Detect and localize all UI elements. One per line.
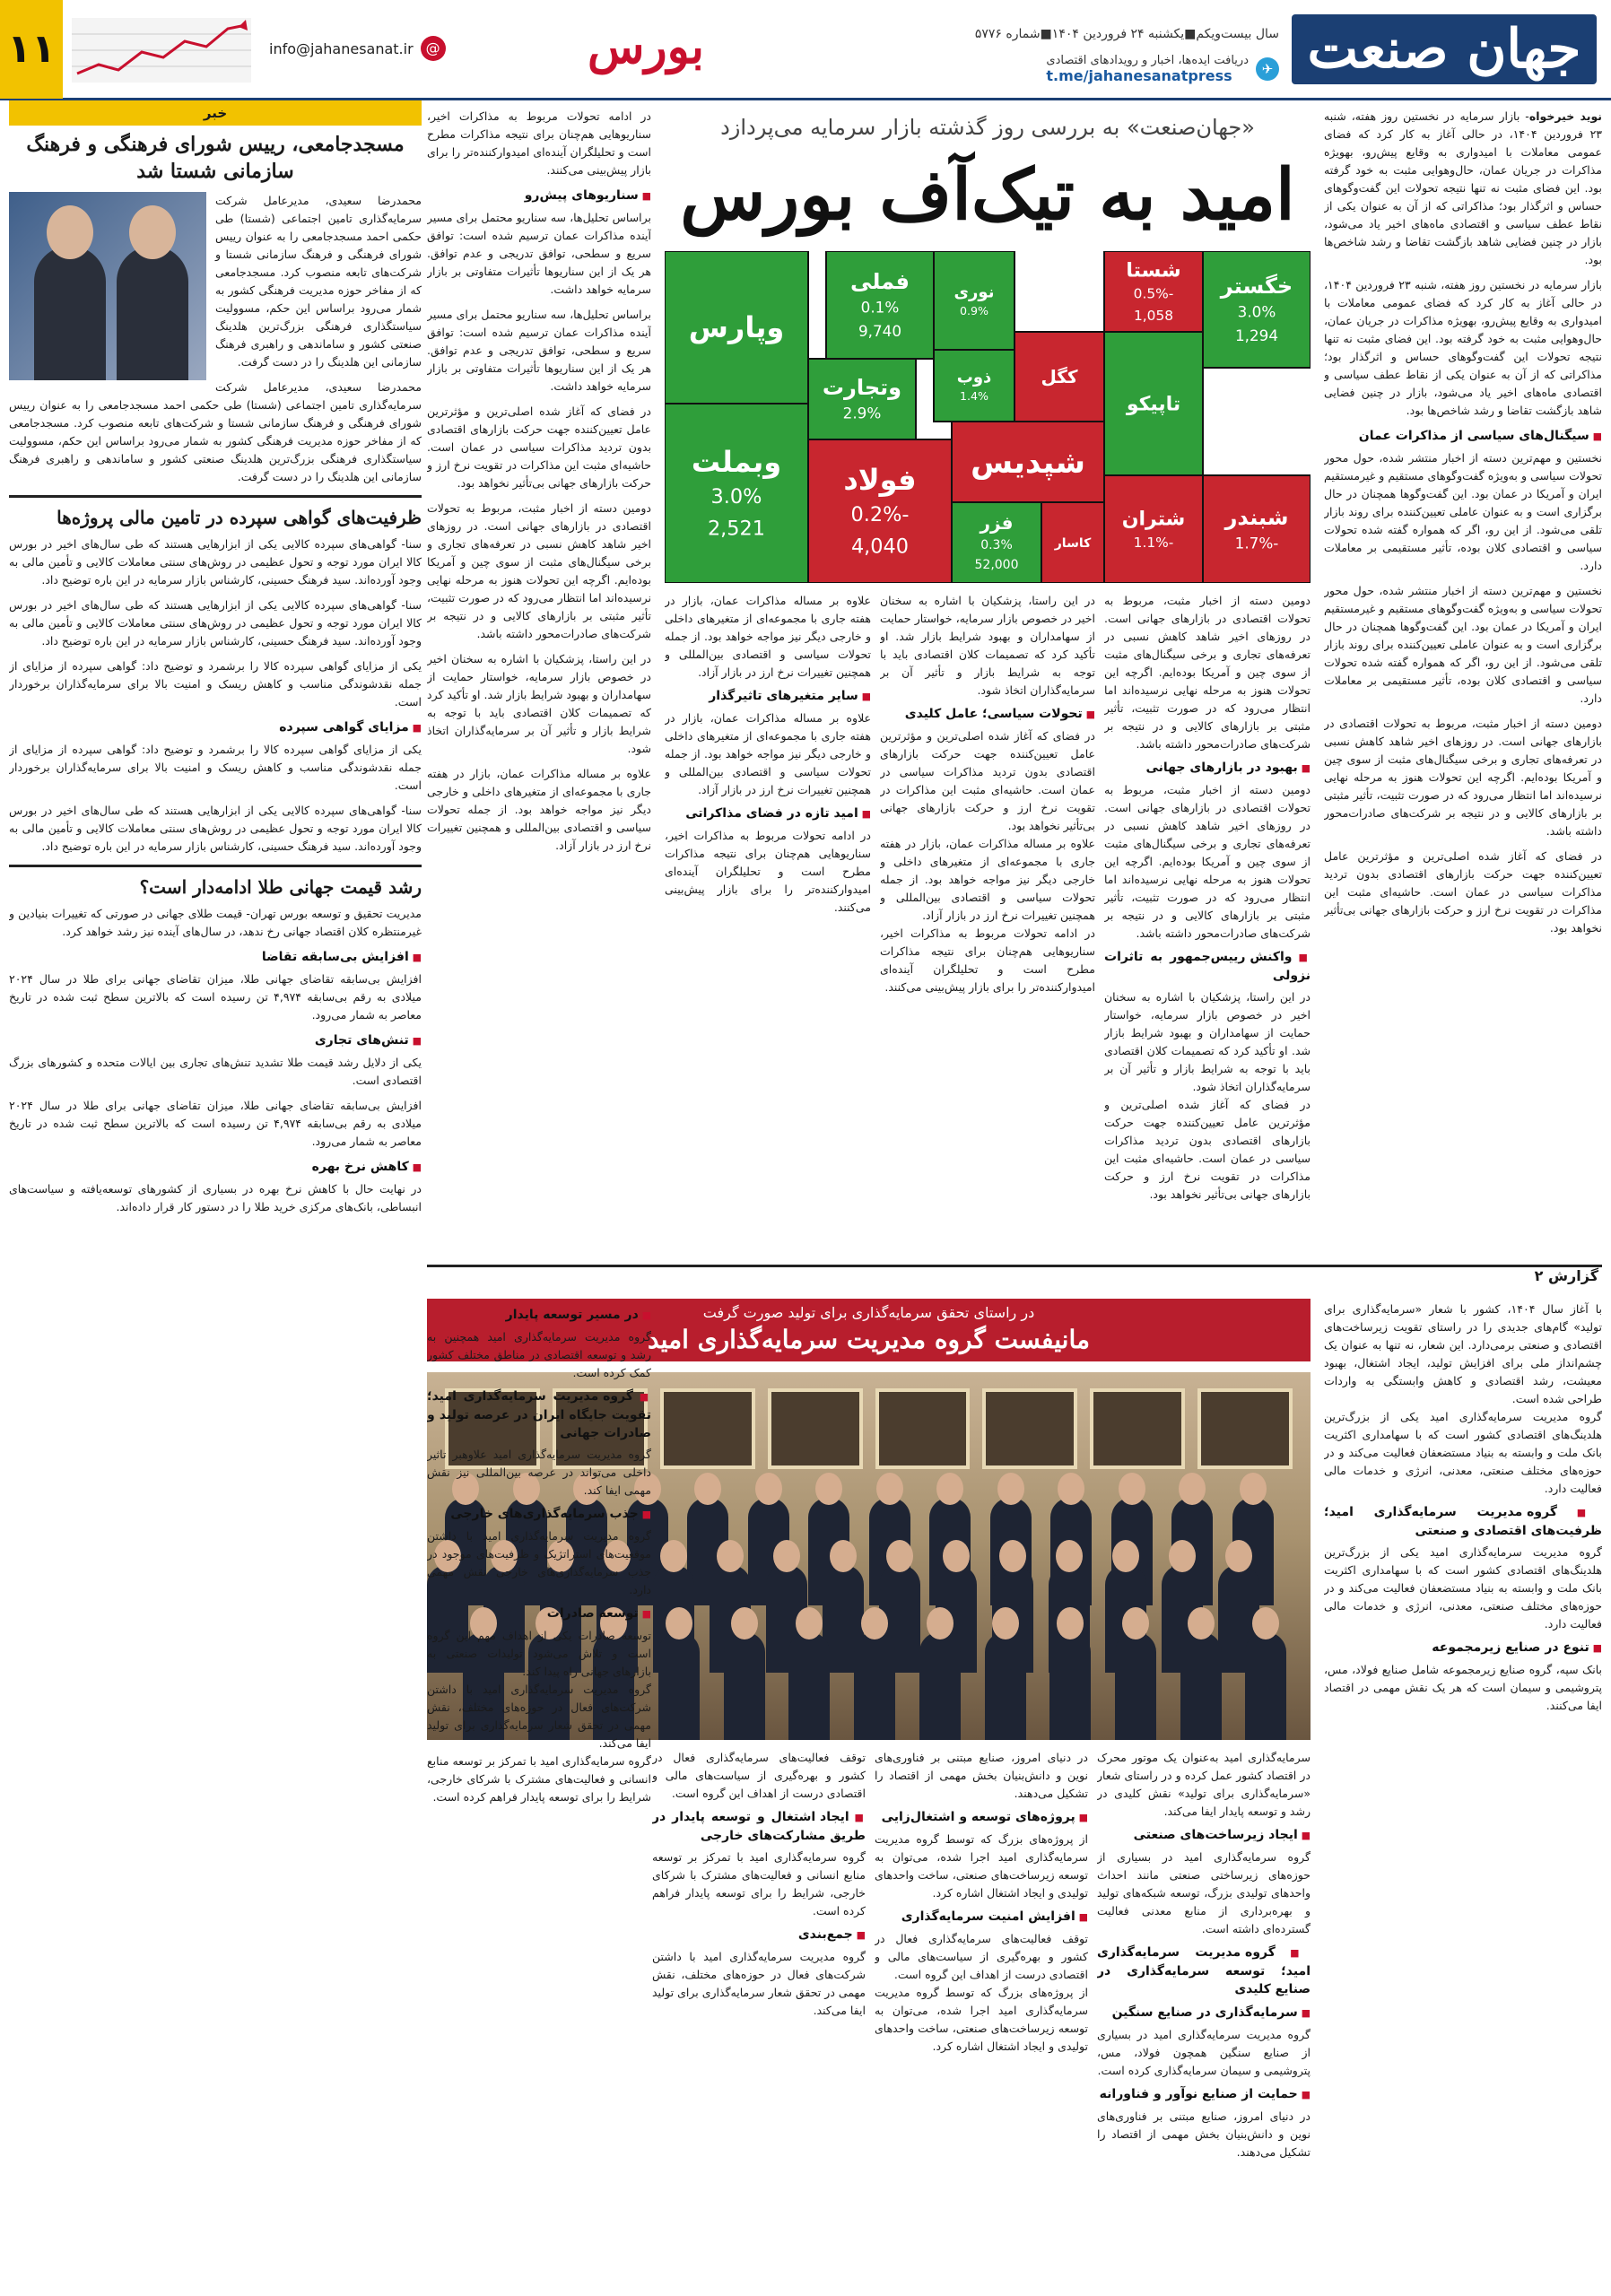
report-column-2 [875,1749,1088,2287]
person-head [999,1540,1026,1572]
article-column-1 [1104,592,1311,1238]
heatmap-label: کگل [1041,366,1078,387]
heatmap-label: خگستر [1220,274,1293,299]
heatmap-label: نوری [954,283,995,302]
heatmap-label: 0.3% [980,538,1013,552]
person-head [717,1540,744,1572]
paragraph: براساس تحلیل‌ها، سه سناریو محتمل برای مسیر آینده مذاکرات عمان ترسیم شده است: توافق سریع و سطحی، توافق تدریجی و عدم توافق. هر یک از این سناریوها تأثیرات متفاوتی بر بازار سرمایه خواهد داشت. [427,211,651,296]
paragraph: سنا- گواهی‌های سپرده کالایی یکی از ابزارهایی هستند که طی سال‌های اخیر در بورس کالا ایران مورد توجه و تحول عظیمی در روش‌های سنتی معاملات کالایی و تأمین مالی به وجود آورده‌اند. سید فرهنگ حسینی، کارشناس بازار سرمایه در این باره توضیح داد. [9,598,422,648]
paragraph: محمدرضا سعیدی، مدیرعامل شرکت سرمایه‌گذاری تامین اجتماعی (شستا) طی حکمی احمد مسجدجامعی را به عنوان رییس شورای فرهنگی و فرهنگ سازمانی شستا و شرکت‌های تابعه منصوب کرد. مسجدجامعی که از مفاخر حوزه مدیریت فرهنگی کشور به شمار می‌رود براساس این حکم، مسوولیت سیاستگذاری فرهنگی بزرگ‌ترین هلدینگ صنعتی کشور و ساماندهی و راهبری فرهنگ سازمانی این هلدینگ را در دست گرفت. [9,380,422,483]
heatmap-tile [808,439,952,583]
person-figure [117,246,188,380]
paragraph: دومین دسته از اخبار مثبت، مربوط به تحولات اقتصادی در بازارهای جهانی است. در روزهای اخیر شاهد کاهش نسبی در تعرفه‌های تجاری و برخی سیگنال‌های مثبت از سوی چین و آمریکا بوده‌ایم. اگرچه این تحولات هنوز به مرحله نهایی نرسیده‌اند اما انتظار می‌رود که در صورت تثبیت، تأثیر مثبتی بر بازارهای کالایی و در نتیجه بر شرکت‌های صادرات‌محور داشته باشد. [1104,594,1311,751]
person-figure [788,1632,830,1740]
subhead: ■ سرمایه‌گذاری در صنایع سنگین [1097,2004,1311,2022]
subhead: ■ پروژه‌های توسعه و اشتغال‌زایی [875,1808,1088,1827]
news-title: مسجدجامعی، رییس شورای فرهنگی و فرهنگ سازمانی شستا شد [26,133,405,183]
subhead: ■ مزایای گواهی سپرده [9,718,422,737]
person-head [927,1607,954,1639]
subhead: ■ افزایش امنیت سرمایه‌گذاری [875,1908,1088,1926]
news-column [9,100,422,2289]
person-figure [658,1632,700,1740]
news-photo [9,192,206,380]
person-head [755,1473,782,1505]
paragraph: در فضای که آغاز شده اصلی‌ترین و مؤثرترین عامل تعیین‌کننده جهت حرکت بازارهای اقتصادی بدون تردید مذاکرات سیاسی در عمان است. حاشیه‌ای مثبت این مذاکرات در تقویت نرخ ارز و حرکت بازارهای جهانی بی‌تأثیر نخواهد بود. [880,729,1095,832]
heatmap-tile [665,251,808,404]
article-column-4 [427,108,651,1256]
heatmap-label: فولاد [843,463,917,497]
report-column-1 [1097,1749,1311,2287]
paragraph: در دنیای امروز، صنایع مبتنی بر فناوری‌های نوین و دانش‌بنیان بخش مهمی از اقتصاد را تشکیل می‌دهند. [875,1751,1088,1800]
heatmap-label: 4,040 [850,535,910,559]
issue-line: سال بیست‌ویکم■یکشنبه ۲۴ فروردین ۱۴۰۴■شماره ۵۷۷۶ [974,27,1279,41]
paragraph: علاوه بر مساله مذاکرات عمان، بازار در هفته جاری با مجموعه‌ای از متغیرهای داخلی و خارجی دیگر نیز مواجه خواهد بود. از جمله تحولات سیاسی و اقتصادی بین‌المللی و همچنین تغییرات نرخ ارز در بازار آزاد. [665,711,871,796]
heatmap-label: 0.9% [960,304,988,318]
telegram-promo[interactable] [1046,54,1279,84]
paragraph: افزایش بی‌سابقه تقاضای جهانی طلا، میزان تقاضای جهانی برای طلا در سال ۲۰۲۴ میلادی به رقم بی‌سابقه ۴,۹۷۴ تن رسیده است که بالاترین سطح ثبت شده در تاریخ معاصر به شمار می‌رود. [9,1099,422,1148]
paragraph: در فضای که آغاز شده اصلی‌ترین و مؤثرترین عامل تعیین‌کننده جهت حرکت بازارهای اقتصادی بدون تردید مذاکرات سیاسی در عمان است. حاشیه‌ای مثبت این مذاکرات در تقویت نرخ ارز و حرکت بازارهای جهانی بی‌تأثیر نخواهد بود. [427,404,651,490]
subhead: ■ ایجاد زیرساخت‌های صنعتی [1097,1826,1311,1845]
heatmap-label: وبملت [691,445,782,479]
paragraph: براساس تحلیل‌ها، سه سناریو محتمل برای مسیر آینده مذاکرات عمان ترسیم شده است: توافق سریع و سطحی، توافق تدریجی و عدم توافق. هر یک از این سناریوها تأثیرات متفاوتی بر بازار سرمایه خواهد داشت. [427,308,651,393]
subhead: ■ سایر متغیرهای تاثیرگذار [665,687,871,706]
heatmap-label: 2.9% [842,404,882,422]
heatmap-label: 52,000 [974,558,1019,572]
divider [9,495,422,498]
person-head [1112,1540,1139,1572]
paragraph: یکی از دلایل رشد قیمت طلا تشدید تنش‌های تجاری بین ایالات متحده و کشورهای بزرگ اقتصادی است. [9,1056,422,1087]
paragraph: افزایش بی‌سابقه تقاضای جهانی طلا، میزان تقاضای جهانی برای طلا در سال ۲۰۲۴ میلادی به رقم بی‌سابقه ۴,۹۷۴ تن رسیده است که بالاترین سطح ثبت شده در تاریخ معاصر به شمار می‌رود. [9,972,422,1022]
person-head [666,1607,692,1639]
paragraph: از پروژه‌های بزرگ که توسط گروه مدیریت سرمایه‌گذاری امید اجرا شده، می‌توان به توسعه زیرساخت‌های صنعتی، ساخت واحدهای تولیدی و ایجاد اشتغال اشاره کرد. [875,1986,1088,2053]
report-side-column [1324,1300,1602,2287]
paragraph: یکی از مزایای گواهی سپرده کالا را برشمرد و توضیح داد: گواهی سپرده از مزایای از جمله نقدشوندگی مناسب و کاهش ریسک و امنیت بالا برای سرمایه‌گذاران برخوردار است. [9,743,422,792]
heatmap-label: شبندر [1224,505,1289,531]
paragraph: محمدرضا سعیدی، مدیرعامل شرکت سرمایه‌گذاری تامین اجتماعی (شستا) طی حکمی احمد مسجدجامعی را به عنوان رییس شورای فرهنگی و فرهنگ سازمانی شستا و شرکت‌های تابعه منصوب کرد. مسجدجامعی که از مفاخر حوزه مدیریت فرهنگی کشور به شمار می‌رود براساس این حکم، مسوولیت سیاستگذاری فرهنگی بزرگ‌ترین هلدینگ صنعتی کشور و ساماندهی و راهبری فرهنگ سازمانی این هلدینگ را در دست گرفت. [215,194,422,369]
person-head [773,1540,800,1572]
heatmap-label: وپارس [688,310,785,345]
news-tag: خبر [9,100,422,126]
paragraph: گروه مدیریت سرمایه‌گذاری امید با داشتن شرکت‌های فعال در حوزه‌های مختلف، نقش مهمی در تحقق شعار سرمایه‌گذاری برای تولید ایفا می‌کند. [427,1683,651,1750]
paragraph: در این راستا، پزشکیان با اشاره به سخنان اخیر در خصوص بازار سرمایه، خواستار حمایت از سهامداران و بهبود شرایط بازار شد. او تأکید کرد که تصمیمات کلان اقتصادی باید با توجه به شرایط بازار و تأثیر آن بر سرمایه‌گذاران اتخاذ شود. [880,594,1095,697]
person-head [694,1473,721,1505]
heatmap-label: تاپیکو [1126,393,1181,416]
heatmap-label: ذوب [956,368,992,387]
paragraph: سرمایه‌گذاری امید به‌عنوان یک موتور محرک در اقتصاد کشور عمل کرده و در راستای شعار «سرمایه‌گذاری برای تولید» نقش کلیدی در رشد و توسعه پایدار ایفا می‌کند. [1097,1751,1311,1818]
section-title: بورس [588,20,704,74]
subhead: ■ تنوع در صنایع زیرمجموعه [1324,1639,1602,1657]
paragraph: علاوه بر مساله مذاکرات عمان، بازار در هفته جاری با مجموعه‌ای از متغیرهای داخلی و خارجی دیگر نیز مواجه خواهد بود. از جمله تحولات سیاسی و اقتصادی بین‌المللی و همچنین تغییرات نرخ ارز در بازار آزاد. [880,837,1095,922]
heatmap-tile [952,502,1041,583]
heatmap-label: 1,294 [1234,326,1279,344]
subhead: ■ واکنش رییس‌جمهور به تاثرات نزولی [1104,948,1311,985]
person-head [1225,1540,1252,1572]
person-head [886,1540,913,1572]
paragraph: در ادامه تحولات مربوط به مذاکرات اخیر، سناریوهایی هم‌چنان برای نتیجه مذاکرات مطرح است و تحلیلگران آینده‌ای امیدوارکننده‌تر را برای بازار پیش‌بینی می‌کنند. [880,926,1095,994]
paragraph: توسعه صادرات یکی از اهداف مهم این گروه است و تلاش می‌شود تولیدات صنعتی به بازارهای جهانی راه پیدا کند. [427,1629,651,1678]
heatmap-label: -0.5% [1133,285,1174,302]
subhead: ■ کاهش نرخ بهره [9,1158,422,1177]
paragraph: در دنیای امروز، صنایع مبتنی بر فناوری‌های نوین و دانش‌بنیان بخش مهمی از اقتصاد را تشکیل می‌دهند. [1097,2109,1311,2159]
person-head [660,1540,687,1572]
heatmap-label: 2,521 [707,517,766,541]
person-figure [724,1632,765,1740]
paragraph: گروه مدیریت سرمایه‌گذاری امید در بسیاری از صنایع سنگین همچون فولاد، مس، پتروشیمی و سیمان سرمایه‌گذاری کرده است. [1097,2028,1311,2077]
subhead: ■ جمع‌بندی [652,1926,866,1944]
person-head [129,205,176,259]
newspaper-logo: جهان صنعت [1292,14,1597,84]
news-title: رشد قیمت جهانی طلا ادامه‌دار است؟ [139,876,422,898]
heatmap-label: 1,058 [1133,307,1174,324]
heatmap-tile [952,422,1104,502]
person-head [731,1607,758,1639]
heatmap-tile [934,251,1014,350]
paragraph: در فضای که آغاز شده اصلی‌ترین و مؤثرترین عامل تعیین‌کننده جهت حرکت بازارهای اقتصادی بدون تردید مذاکرات سیاسی در عمان است. حاشیه‌ای مثبت این مذاکرات در تقویت نرخ ارز و حرکت بازارهای جهانی بی‌تأثیر نخواهد بود. [1104,1098,1311,1201]
paragraph: گروه مدیریت سرمایه‌گذاری امید با داشتن موقعیت‌های استراتژیک و ظرفیت‌های موجود در جذب سرمایه‌گذاری‌های خارجی نقش مهمی دارد. [427,1529,651,1596]
heatmap-label: -1.7% [1234,534,1279,552]
heatmap-label: شتران [1121,508,1186,531]
heatmap-label: کاسار [1054,535,1092,551]
paragraph: دومین دسته از اخبار مثبت، مربوط به تحولات اقتصادی در بازارهای جهانی است. در روزهای اخیر شاهد کاهش نسبی در تعرفه‌های تجاری و برخی سیگنال‌های مثبت از سوی چین و آمریکا بوده‌ایم. اگرچه این تحولات هنوز به مرحله نهایی نرسیده‌اند اما انتظار می‌رود که در صورت تثبیت، تأثیر مثبتی بر بازارهای کالایی و در نتیجه بر شرکت‌های صادرات‌محور داشته باشد. [1324,717,1602,838]
report-kicker: در راستای تحقق سرمایه‌گذاری برای تولید صورت گرفت [702,1304,1035,1321]
telegram-caption: دریافت ایده‌ها، اخبار و رویدادهای اقتصادی [1046,54,1249,67]
byline: نوید خیرخواه [1528,109,1602,123]
lead-paragraph: بازار سرمایه در نخستین روز هفته، شنبه ۲۳ فروردین ۱۴۰۴، در حالی آغاز به کار کرد که فضای عمومی معاملات با امیدواری به وقایع پیش‌رو، بهویژه مذاکرات در جریان عمان، حال‌وهوایی مثبت به خود گرفته بود. این فضای مثبت نه تنها نتیجه تحولات این گفت‌وگوهای حساس و اثرگذار بود؛ مذاکراتی که از آن به عنوان یکی از نقاط عطف سیاسی و اقتصادی ماه‌های اخیر یاد می‌شود، بازار در چنین فضایی شاهد بازگشت تقاضا و رشد شاخص‌ها بود. [1324,109,1602,266]
person-head [815,1473,842,1505]
person-head [1169,1540,1196,1572]
subhead: ■ توسعه صادرات [427,1605,651,1623]
subhead: ■ گروه مدیریت سرمایه‌گذاری امید؛ تقویت جایگاه ایران در عرصه تولید و صادرات جهانی [427,1387,651,1442]
paragraph: گروه سرمایه‌گذاری امید با تمرکز بر توسعه منابع انسانی و فعالیت‌های مشترک با شرکای خارجی، شرایط را برای توسعه پایدار فراهم کرده است. [652,1850,866,1918]
heatmap-tile [1104,332,1203,475]
market-chart-icon [72,18,251,83]
person-figure [1049,1632,1091,1740]
news-title: ظرفیت‌های گواهی سپرده در تامین مالی پروژه‌ها [57,507,422,528]
subhead: ■ گروه مدیریت سرمایه‌گذاری امید؛ ظرفیت‌های اقتصادی و صنعتی [1324,1503,1602,1540]
subhead: ■ حمایت از صنایع نوآور و فناورانه [1097,2085,1311,2104]
paragraph: گروه مدیریت سرمایه‌گذاری امید با داشتن شرکت‌های فعال در حوزه‌های مختلف، نقش مهمی در تحقق شعار سرمایه‌گذاری برای تولید ایفا می‌کند. [652,1950,866,2017]
heatmap-label: فملی [850,269,910,294]
person-head [997,1473,1024,1505]
paragraph: با آغاز سال ۱۴۰۴، کشور با شعار «سرمایه‌گذاری برای تولید» گام‌های جدیدی را در راستای تقویت زیرساخت‌های اقتصادی و صنعتی برمی‌دارد. این شعار، نه تنها به عنوان یک چشم‌انداز ملی برای افزایش تولید، ایجاد اشتغال، بهبود معیشت، رشد اقتصادی و کاهش وابستگی به واردات طراحی شده است. [1324,1302,1602,1405]
paragraph: گروه مدیریت سرمایه‌گذاری امید یکی از بزرگ‌ترین هلدینگ‌های اقتصادی کشور است که با سهامداری اکثریت بانک ملت و وابسته به بنیاد مستضعفان فعالیت می‌کند و در حوزه‌های مختلف صنعتی، معدنی، انرژی و خدمات مالی فعالیت دارد. [1324,1410,1602,1495]
paragraph: در فضای که آغاز شده اصلی‌ترین و مؤثرترین عامل تعیین‌کننده جهت حرکت بازارهای اقتصادی بدون تردید مذاکرات سیاسی در عمان است. حاشیه‌ای مثبت این مذاکرات در تقویت نرخ ارز و حرکت بازارهای جهانی بی‌تأثیر نخواهد بود. [1324,849,1602,935]
report-title: مانیفست گروه مدیریت سرمایه‌گذاری امید [647,1325,1090,1354]
person-head [1188,1607,1215,1639]
person-head [1179,1473,1206,1505]
heatmap-label: 3.0% [1237,302,1276,321]
lead-paragraph-2: بازار سرمایه در نخستین روز هفته، شنبه ۲۳ فروردین ۱۴۰۴، در حالی آغاز به کار کرد که فضای عمومی معاملات با امیدواری به وقایع پیش‌رو، بهویژه مذاکرات در جریان عمان، حال‌وهوایی مثبت به خود گرفته بود. این فضای مثبت نه تنها نتیجه تحولات این گفت‌وگوهای حساس و اثرگذار بود؛ مذاکراتی که از آن به عنوان یکی از نقاط عطف سیاسی و اقتصادی ماه‌های اخیر یاد می‌شود، بازار در چنین فضایی شاهد بازگشت تقاضا و رشد شاخص‌ها بود. [1324,278,1602,417]
paragraph: یکی از مزایای گواهی سپرده کالا را برشمرد و توضیح داد: گواهی سپرده از مزایای از جمله نقدشوندگی مناسب و کاهش ریسک و امنیت بالا برای سرمایه‌گذاران برخوردار است. [9,659,422,709]
heatmap-tile [1203,251,1311,368]
person-figure [919,1632,961,1740]
email-contact[interactable] [269,36,446,61]
heatmap-label: 0.1% [860,298,900,317]
paragraph: مدیریت تحقیق و توسعه بورس تهران- قیمت طلای جهانی در صورتی که تغییرات بنیادین و غیرمنتظره کلان اقتصاد جهانی رخ ندهد، در سال‌های آینده نیز رشد خواهد کرد. [9,907,422,938]
subhead: ■ سناریوهای پیش‌رو [427,187,651,205]
heatmap-tile [808,359,916,439]
heatmap-tile [1203,475,1311,583]
paragraph: در این راستا، پزشکیان با اشاره به سخنان اخیر در خصوص بازار سرمایه، خواستار حمایت از سهامداران و بهبود شرایط بازار شد. او تأکید کرد که تصمیمات کلان اقتصادی باید با توجه به شرایط بازار و تأثیر آن بر سرمایه‌گذاران اتخاذ شود. [427,652,651,755]
paragraph: دومین دسته از اخبار مثبت، مربوط به تحولات اقتصادی در بازارهای جهانی است. در روزهای اخیر شاهد کاهش نسبی در تعرفه‌های تجاری و برخی سیگنال‌های مثبت از سوی چین و آمریکا بوده‌ایم. اگرچه این تحولات هنوز به مرحله نهایی نرسیده‌اند اما انتظار می‌رود که در صورت تثبیت، تأثیر مثبتی بر بازارهای کالایی و در نتیجه بر شرکت‌های صادرات‌محور داشته باشد. [427,501,651,640]
person-head [936,1473,963,1505]
heatmap-label: شستا [1126,259,1181,283]
heatmap-tile [1014,332,1104,422]
paragraph: در ادامه تحولات مربوط به مذاکرات اخیر، سناریوهایی هم‌چنان برای نتیجه مذاکرات مطرح است و تحلیلگران آینده‌ای امیدوارکننده‌تر را برای بازار پیش‌بینی می‌کنند. [427,109,651,177]
telegram-link[interactable]: t.me/jahanesanatpress [1046,67,1232,84]
heatmap-label: شپدیس [971,444,1085,481]
masthead [0,0,1611,100]
lead-kicker: «جهان‌صنعت» به بررسی روز گذشته بازار سرمایه می‌پردازد [720,115,1255,140]
heatmap-label: 1.4% [960,389,988,404]
heatmap-label: -1.1% [1133,534,1174,551]
at-icon: @ [421,36,446,61]
heatmap-tile [826,251,934,359]
subhead: ■ ایجاد اشتغال و توسعه پایدار در طریق مشارکت‌های خارجی [652,1808,866,1845]
paragraph: در این راستا، پزشکیان با اشاره به سخنان اخیر در خصوص بازار سرمایه، خواستار حمایت از سهامداران و بهبود شرایط بازار شد. او تأکید کرد که تصمیمات کلان اقتصادی باید با توجه به شرایط بازار و تأثیر آن بر سرمایه‌گذاران اتخاذ شود. [1104,990,1311,1093]
paragraph: سنا- گواهی‌های سپرده کالایی یکی از ابزارهایی هستند که طی سال‌های اخیر در بورس کالا ایران مورد توجه و تحول عظیمی در روش‌های سنتی معاملات کالایی و تأمین مالی به وجود آورده‌اند. سید فرهنگ حسینی، کارشناس بازار سرمایه در این باره توضیح داد. [9,537,422,587]
subhead: ■ امید تازه در فضای مذاکراتی [665,804,871,823]
paragraph: از پروژه‌های بزرگ که توسط گروه مدیریت سرمایه‌گذاری امید اجرا شده، می‌توان به توسعه زیرساخت‌های صنعتی، ساخت واحدهای تولیدی و ایجاد اشتغال اشاره کرد. [875,1832,1088,1900]
heatmap-label: -0.2% [850,503,910,527]
paragraph: گروه سرمایه‌گذاری امید در بسیاری از حوزه‌های زیرساختی صنعتی مانند احداث واحدهای تولیدی بزرگ، توسعه شبکه‌های تولید و بهره‌برداری از منابع معدنی فعالیت گسترده‌ای داشته است. [1097,1850,1311,1935]
divider [9,865,422,867]
person-head [1058,1473,1084,1505]
person-head [876,1473,903,1505]
paragraph: گروه مدیریت سرمایه‌گذاری امید همچنین به رشد و توسعه اقتصادی در مناطق مختلف کشور کمک کرده است. [427,1330,651,1379]
subhead: ■ جذب سرمایه‌گذاری‌های خارجی [427,1505,651,1524]
paragraph: در نهایت حال با کاهش نرخ بهره در بسیاری از کشورهای توسعه‌یافته و سیاست‌های انبساطی، بانک‌های مرکزی خرید طلا را در دستور کار قرار داده‌اند. [9,1182,422,1213]
telegram-icon: ✈ [1256,57,1279,81]
paragraph: توقف فعالیت‌های سرمایه‌گذاری فعال در کشور و بهره‌گیری از سیاست‌های مالی و اقتصادی درست از اهداف این گروه است. [652,1751,866,1800]
person-head [861,1607,888,1639]
heatmap-tile [1104,251,1203,332]
person-head [992,1607,1019,1639]
heatmap-tile [665,404,808,583]
article-column-3 [665,592,871,1238]
heatmap-tile [1041,502,1104,583]
paragraph: در ادامه تحولات مربوط به مذاکرات اخیر، سناریوهایی هم‌چنان برای نتیجه مذاکرات مطرح است و تحلیلگران آینده‌ای امیدوارکننده‌تر را برای بازار پیش‌بینی می‌کنند. [665,829,871,914]
subhead: ■ بهبود در بازارهای جهانی [1104,759,1311,778]
subhead: ■ تنش‌های تجاری [9,1031,422,1050]
lead-headline: امید به تیک‌آف بورس [680,154,1295,236]
heatmap-label: 9,740 [858,321,902,340]
person-head [47,205,93,259]
paragraph: علاوه بر مساله مذاکرات عمان، بازار در هفته جاری با مجموعه‌ای از متغیرهای داخلی و خارجی دیگر نیز مواجه خواهد بود. از جمله تحولات سیاسی و اقتصادی بین‌المللی و همچنین تغییرات نرخ ارز در بازار آزاد. [665,594,871,679]
person-figure [1180,1632,1222,1740]
heatmap-label: 3.0% [710,485,762,509]
person-head [1119,1473,1145,1505]
page-number: ۱۱ [0,0,63,99]
report-column-4 [427,1300,651,2287]
subhead: ■ افزایش بی‌سابقه تقاضا [9,948,422,967]
paragraph: توقف فعالیت‌های سرمایه‌گذاری فعال در کشور و بهره‌گیری از سیاست‌های مالی و اقتصادی درست از اهداف این گروه است. [875,1932,1088,1981]
heatmap-label: فزر [980,512,1014,534]
report-column-3 [652,1749,866,2287]
person-figure [34,246,106,380]
person-figure [985,1632,1026,1740]
person-head [1122,1607,1149,1639]
market-heatmap [665,251,1311,583]
paragraph: بانک سپه، گروه صنایع زیرمجموعه شامل صنایع فولاد، مس، پتروشیمی و سیمان است که هر یک نقش مهمی در اقتصاد ایفا می‌کنند. [1324,1663,1602,1712]
email-address[interactable]: info@jahanesanat.ir [269,39,414,57]
subhead: ■ در مسیر توسعه پایدار [427,1306,651,1325]
paragraph: گروه سرمایه‌گذاری امید با تمرکز بر توسعه منابع انسانی و فعالیت‌های مشترک با شرکای خارجی، شرایط را برای توسعه پایدار فراهم کرده است. [427,1754,651,1804]
heatmap-tile [934,350,1014,422]
person-head [943,1540,970,1572]
subhead: ■ گروه مدیریت سرمایه‌گذاری امید؛ توسعه سرمایه‌گذاری در صنایع کلیدی [1097,1944,1311,1998]
person-figure [854,1632,895,1740]
person-head [830,1540,857,1572]
subhead: ■ تحولات سیاسی؛ عامل کلیدی [880,705,1095,724]
right-column: نوید خیرخواه- بازار سرمایه در نخستین روز هفته، شنبه ۲۳ فروردین ۱۴۰۴، در حالی آغاز به کار کرد که فضای عمومی معاملات با امیدواری به وقایع پیش‌رو، بهویژه مذاکرات در جریان عمان، حال‌وهوایی مثبت به خود گرفته بود. این فضای مثبت نه تنها نتیجه تحولات این گفت‌وگوهای حساس و اثرگذار بود؛ مذاکراتی که از آن به عنوان یکی از نقاط عطف سیاسی و اقتصادی ماه‌های اخیر یاد می‌شود، بازار در چنین فضایی شاهد بازگشت تقاضا و رشد شاخص‌ها بود. بازار سرمایه در نخستین روز هفته، شنبه ۲۳ فروردین ۱۴۰۴، در حالی آغاز به کار کرد که فضای عمومی معاملات با امیدواری به وقایع پیش‌رو، بهویژه مذاکرات در جریان عمان، حال‌وهوایی مثبت به خود گرفته بود. این فضای مثبت نه تنها نتیجه تحولات این گفت‌وگوهای حساس و اثرگذار بود؛ مذاکراتی که از آن به عنوان یکی از نقاط عطف سیاسی و اقتصادی ماه‌های اخیر یاد می‌شود، بازار در چنین فضایی شاهد بازگشت تقاضا و رشد شاخص‌ها بود. ■ سیگنال‌های سیاسی از مذاکرات عمان نخستین و مهم‌ترین دسته از اخبار منتشر شده، حول محور تحولات سیاسی و به‌ویژه گفت‌وگوهای مستقیم و غیرمستقیم ایران و آمریکا در عمان بود. این گفت‌وگوها همچنان در حال برگزاری است و به عنوان عاملی تعیین‌کننده برای روند بازار تلقی می‌شود. از این رو، اگر که همواره گفته شده تحولات سیاسی و اقتصادی کلان بوده، تأثیر مستقیمی بر معاملات دارد. نخستین و مهم‌ترین دسته از اخبار منتشر شده، حول محور تحولات سیاسی و به‌ویژه گفت‌وگوهای مستقیم و غیرمستقیم ایران و آمریکا در عمان بود. این گفت‌وگوها همچنان در حال برگزاری است و به عنوان عاملی تعیین‌کننده برای روند بازار تلقی می‌شود. از این رو، اگر که همواره گفته شده تحولات سیاسی و اقتصادی کلان بوده، تأثیر مستقیمی بر معاملات دارد. دومین دسته از اخبار مثبت، مربوط به تحولات اقتصادی در بازارهای جهانی است. در روزهای اخیر شاهد کاهش نسبی در تعرفه‌های تجاری و برخی سیگنال‌های مثبت از سوی چین و آمریکا بوده‌ایم. اگرچه این تحولات هنوز به مرحله نهایی نرسیده‌اند اما انتظار می‌رود که در صورت تثبیت، تأثیر مثبتی بر بازارهای کالایی و در نتیجه بر شرکت‌های صادرات‌محور داشته باشد. در فضای که آغاز شده اصلی‌ترین و مؤثرترین عامل تعیین‌کننده جهت حرکت بازارهای اقتصادی بدون تردید مذاکرات سیاسی در عمان است. حاشیه‌ای مثبت این مذاکرات در تقویت نرخ ارز و حرکت بازارهای جهانی بی‌تأثیر نخواهد بود. [1324,108,1602,1220]
person-figure [1115,1632,1156,1740]
paragraph: نخستین و مهم‌ترین دسته از اخبار منتشر شده، حول محور تحولات سیاسی و به‌ویژه گفت‌وگوهای مستقیم و غیرمستقیم ایران و آمریکا در عمان بود. این گفت‌وگوها همچنان در حال برگزاری است و به عنوان عاملی تعیین‌کننده برای روند بازار تلقی می‌شود. از این رو، اگر که همواره گفته شده تحولات سیاسی و اقتصادی کلان بوده، تأثیر مستقیمی بر معاملات دارد. [1324,451,1602,572]
person-figure [1245,1632,1286,1740]
paragraph: گروه مدیریت سرمایه‌گذاری امید علاوهبر تاثیر داخلی می‌تواند در عرصه بین‌المللی نیز نقش مهمی ایفا کند. [427,1448,651,1497]
heatmap-label: وتجارت [822,375,902,401]
person-head [1056,1540,1083,1572]
paragraph: دومین دسته از اخبار مثبت، مربوط به تحولات اقتصادی در بازارهای جهانی است. در روزهای اخیر شاهد کاهش نسبی در تعرفه‌های تجاری و برخی سیگنال‌های مثبت از سوی چین و آمریکا بوده‌ایم. اگرچه این تحولات هنوز به مرحله نهایی نرسیده‌اند اما انتظار می‌رود که در صورت تثبیت، تأثیر مثبتی بر بازارهای کالایی و در نتیجه بر شرکت‌های صادرات‌محور داشته باشد. [1104,783,1311,940]
subhead: ■ سیگنال‌های سیاسی از مذاکرات عمان [1324,427,1602,446]
paragraph: نخستین و مهم‌ترین دسته از اخبار منتشر شده، حول محور تحولات سیاسی و به‌ویژه گفت‌وگوهای مستقیم و غیرمستقیم ایران و آمریکا در عمان بود. این گفت‌وگوها همچنان در حال برگزاری است و به عنوان عاملی تعیین‌کننده برای روند بازار تلقی می‌شود. از این رو، اگر که همواره گفته شده تحولات سیاسی و اقتصادی کلان بوده، تأثیر مستقیمی بر معاملات دارد. [1324,584,1602,705]
article-column-2 [880,592,1095,1238]
paragraph: سنا- گواهی‌های سپرده کالایی یکی از ابزارهایی هستند که طی سال‌های اخیر در بورس کالا ایران مورد توجه و تحول عظیمی در روش‌های سنتی معاملات کالایی و تأمین مالی به وجود آورده‌اند. سید فرهنگ حسینی، کارشناس بازار سرمایه در این باره توضیح داد. [9,804,422,853]
person-head [1240,1473,1267,1505]
paragraph: علاوه بر مساله مذاکرات عمان، بازار در هفته جاری با مجموعه‌ای از متغیرهای داخلی و خارجی دیگر نیز مواجه خواهد بود. از جمله تحولات سیاسی و اقتصادی بین‌المللی و همچنین تغییرات نرخ ارز در بازار آزاد. [427,767,651,852]
paragraph: گروه مدیریت سرمایه‌گذاری امید یکی از بزرگ‌ترین هلدینگ‌های اقتصادی کشور است که با سهامداری اکثریت بانک ملت و وابسته به بنیاد مستضعفان فعالیت می‌کند و در حوزه‌های مختلف صنعتی، معدنی، انرژی و خدمات مالی فعالیت دارد. [1324,1545,1602,1631]
report-label: گزارش ۲ [1534,1267,1598,1284]
heatmap-tile [1104,475,1203,583]
report-bar [427,1265,1602,1288]
